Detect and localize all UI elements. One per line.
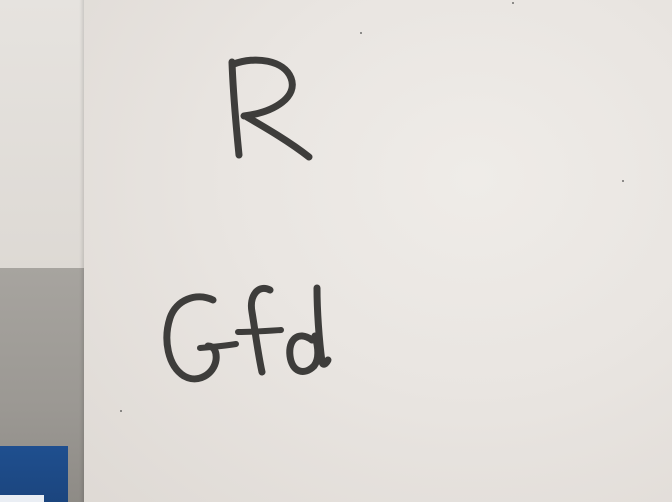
handwritten-letter-r bbox=[232, 60, 309, 157]
handwritten-word-gfd bbox=[167, 288, 328, 379]
